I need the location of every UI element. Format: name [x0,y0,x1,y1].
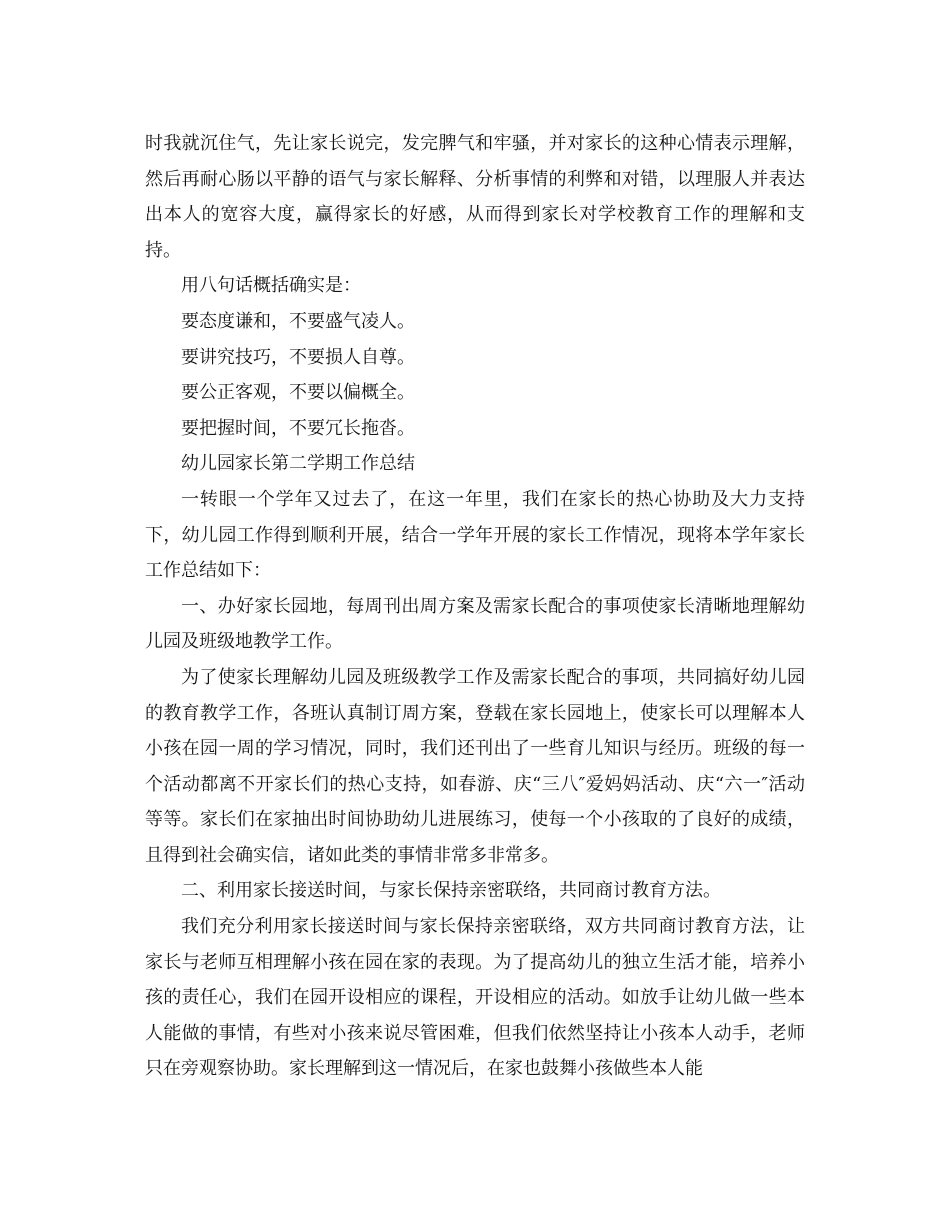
paragraph: 一转眼一个学年又过去了，在这一年里，我们在家长的热心协助及大力支持下，幼儿园工作得到顺利开展，结合一学年开展的家长工作情况，现将本学年家长工作总结如下： [145,488,805,582]
paragraph: 要公正客观，不要以偏概全。 [181,382,415,404]
paragraph: 为了使家长理解幼儿园及班级教学工作及需家长配合的事项，共同搞好幼儿园的教育教学工作，各班认真制订周方案，登载在家长园地上，使家长可以理解本人小孩在园一周的学习情况，同时，我们还刊出了一些育儿知识与经历。班级的每一个活动都离不开家长们的热心支持，如春游、庆“三八″爱妈妈活动、庆“六一″活动等等。家长们在家抽出时间协助幼儿进展练习，使每一个小孩取的了良好的成绩，且得到社会确实信，诸如此类的事情非常多非常多。 [145,666,805,866]
paragraph: 要态度谦和，不要盛气凌人。 [181,310,415,332]
section-title: 幼儿园家长第二学期工作总结 [181,453,415,475]
paragraph: 我们充分利用家长接送时间与家长保持亲密联络，双方共同商讨教育方法，让家长与老师互相理解小孩在园在家的表现。为了提高幼儿的独立生活才能，培养小孩的责任心，我们在园开设相应的课程，开设相应的活动。如放手让幼儿做一些本人能做的事情，有些对小孩来说尽管困难，但我们依然坚持让小孩本人动手，老师只在旁观察协助。家长理解到这一情况后，在家也鼓舞小孩做些本人能 [145,916,805,1080]
paragraph: 时我就沉住气，先让家长说完，发完脾气和牢骚，并对家长的这种心情表示理解，然后再耐心肠以平静的语气与家长解释、分析事情的利弊和对错，以理服人并表达出本人的宽容大度，赢得家长的好感，从而得到家长对学校教育工作的理解和支持。 [145,133,805,261]
paragraph: 要把握时间，不要冗长拖沓。 [181,417,415,439]
paragraph: 要讲究技巧，不要损人自尊。 [181,346,415,368]
section-heading: 二、利用家长接送时间，与家长保持亲密联络，共同商讨教育方法。 [181,880,721,902]
document-page [145,126,805,1087]
section-heading: 一、办好家长园地，每周刊出周方案及需家长配合的事项使家长清晰地理解幼儿园及班级地教学工作。 [145,595,805,653]
paragraph: 用八句话概括确实是： [181,275,361,297]
